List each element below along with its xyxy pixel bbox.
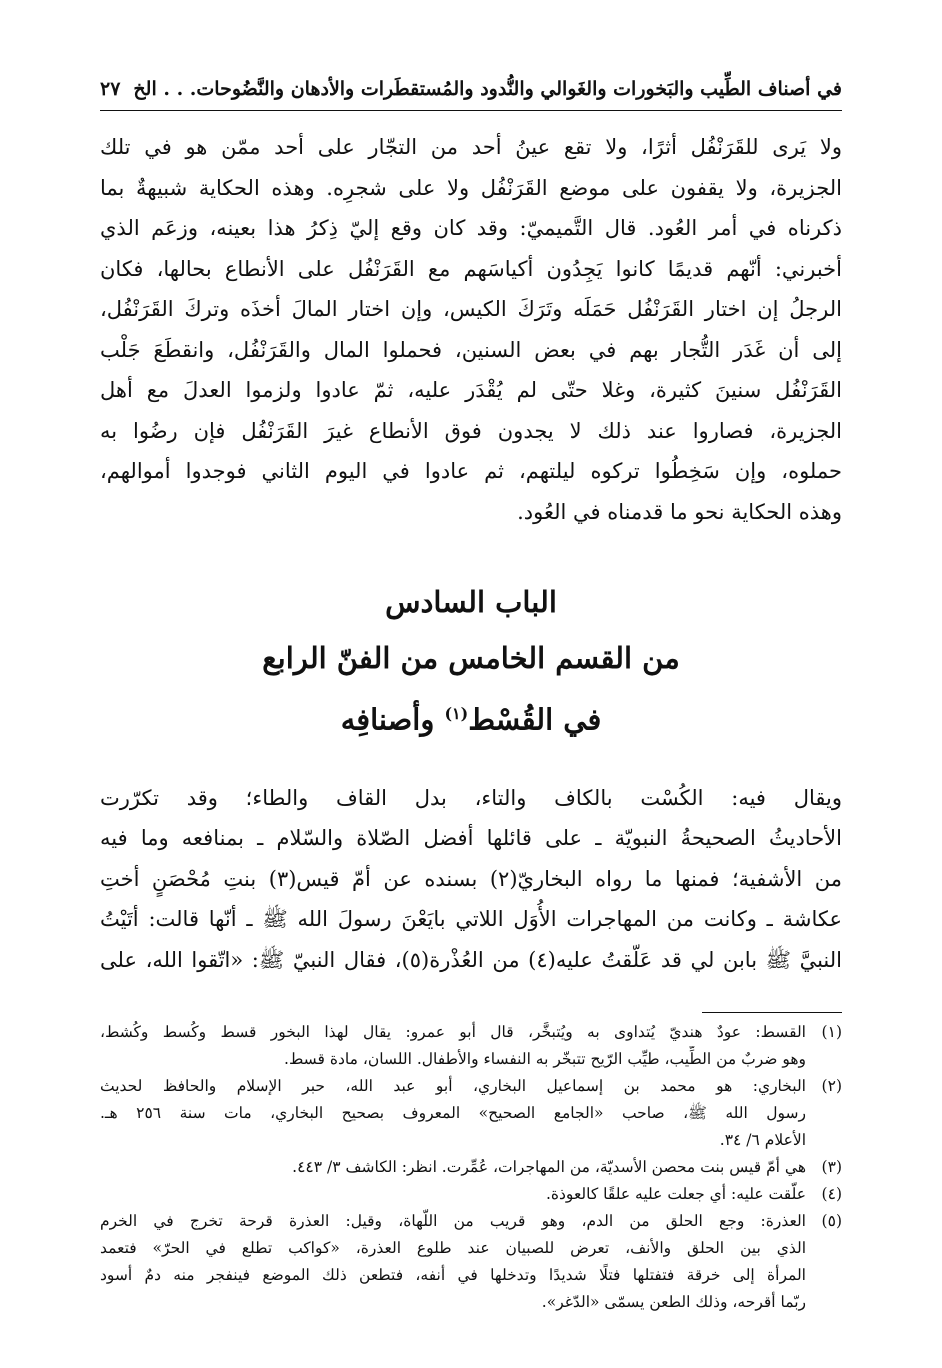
footnote-line: القسط: عودٌ هنديّ يُتداوى به ويُتبخَّر، قال أبو عمرو: يقال لهذا البخور قسط وكُسط وكُشط، (100, 1023, 806, 1042)
footnote-line: علّقت عليه: أي جعلت عليه علقًا كالعوذة. (545, 1185, 806, 1204)
chapter-subtitle: من القسم الخامس من الفنّ الرابع (262, 641, 680, 675)
text-line: حملوه، وإن سَخِطُوا تركوه ليلتهم، ثم عادوا في اليوم الثاني فوجدوا أموالهم، (100, 459, 842, 483)
footnote-number: (٥) (821, 1212, 842, 1231)
paragraph-2 (100, 778, 842, 981)
footnote-number: (٤) (821, 1185, 842, 1204)
footnote-line: رسول الله ﷺ، صاحب «الجامع الصحيح» المعروف بصحيح البخاري، مات سنة ٢٥٦ هـ. (100, 1104, 806, 1123)
paragraph-1 (100, 127, 842, 532)
footnote-line: ربّما أقرحه، وذلك الطعن يسمّى «الدّغر». (541, 1293, 806, 1312)
footnote-number: (٢) (821, 1077, 842, 1096)
text-line: النبيَّ ﷺ بابن لي قد عَلّقتُ عليه(٤) من العُذْرة(٥)، فقال النبيّ ﷺ: «اتّقوا الله، على (100, 947, 842, 972)
footnote-line: هي أمّ قيس بنت محصن الأسديّة، من المهاجرات، عُمِّرت. انظر: الكاشف ٣/ ٤٤٣. (292, 1158, 806, 1177)
text-line: الجزيرة، فصاروا عند ذلك لا يجدون فوق الأنطاع غيرَ القَرَنْفُل فإن رضُوا به (100, 418, 842, 443)
text-line: وهذه الحكاية نحو ما قدمناه في العُود. (517, 499, 842, 524)
footnote-line: المرأة إلى خرقة فتفتلها فتلًا شديدًا وتدخلها في أنفه، فتطعن ذلك الموضع فينفجر منه دمٌ أسود (100, 1266, 806, 1285)
footnote-line: الأعلام ٦/ ٣٤. (719, 1131, 806, 1150)
footnote-line: العذرة: وجع الحلق من الدم، وهو قريب من اللّهاة، وقيل: العذرة قرحة تخرج في الخرم (100, 1212, 806, 1231)
chapter-topic (100, 686, 842, 748)
text-line: ذكرناه في أمر العُود. قال التَّميميّ: وقد كان وقع إليّ ذِكرُ هذا بعينه، وزعَم الذي (100, 216, 842, 240)
footnote-line: الذي بين الحلق والأنف، تعرض للصبيان عند طلوع العذرة، «كواكب تطلع في الحرّ» فتعمد (100, 1239, 806, 1258)
header-rule (100, 110, 842, 111)
text-line: من الأشفية؛ فمنها ما رواه البخاريّ(٢) بسنده عن أمّ قيس(٣) بنتِ مُحْصَنٍ أختِ (100, 866, 842, 891)
chapter-title: الباب السادس (385, 585, 557, 619)
header-title: في أصناف الطِّيب والبَخورات والغَوالي والنُّدود والمُستقطَرات والأدهان والنَّضُوحات. . . الخ (133, 78, 842, 100)
text-line: الجزيرة، ولا يقفون على موضع القَرَنْفُل ولا على شجرِه. وهذه الحكاية شبيهةٌ بما (100, 175, 842, 200)
footnote-line: البخاري: هو محمد بن إسماعيل البخاري، أبو عبد الله، حبر الإسلام والحافظ لحديث (100, 1077, 806, 1096)
text-line: القَرَنْفُل سنينَ كثيرة، وغلا حتّى لم يُقْدَر عليه، ثمّ عادوا ولزموا العدلَ مع أهل (100, 378, 842, 402)
footnote-number: (٣) (821, 1158, 842, 1177)
footnote-separator (702, 1012, 842, 1013)
footnote-ref: (١) (444, 704, 469, 723)
text-line: إلى أن غَدَر التُّجار بهم في بعض السنين، فحملوا المال والقَرَنْفُل، وانقطَعَ جَلْب (100, 337, 842, 362)
text-line: الأحاديثُ الصحيحةُ النبويّة ـ على قائلها أفضل الصّلاة والسّلام ـ بمنافعه وما فيه (100, 826, 842, 851)
footnote-number: (١) (821, 1023, 842, 1042)
text-line: ولا يَرى للقَرَنْفُل أثرًا، ولا تقع عينُ أحد من التجّار على أحد ممّن هو في تلك (100, 135, 842, 159)
footnote-3 (100, 1154, 842, 1181)
running-header (100, 70, 842, 108)
page-number: ٢٧ (100, 78, 121, 100)
text-line: الرجلُ إن اختار القَرَنْفُل حَمَلَه وتَرَكَ الكيس، وإن اختار المالَ أخذَه وتركَ القَرَنْفُل، (100, 297, 842, 321)
footnote-5 (100, 1208, 842, 1316)
text-line: عكاشة ـ وكانت من المهاجرات الأُوَل اللاتي بايَعْنَ رسولَ الله ﷺ ـ أنّها قالت: أتَيْتُ (100, 907, 842, 932)
footnotes (100, 1019, 842, 1316)
chapter-heading (100, 574, 842, 748)
text-line: أخبرني: أنّهم قديمًا كانوا يَجِدُون أكياسَهم مع القَرَنْفُل على الأنطاع بحالها، فكان (100, 256, 842, 281)
footnote-line: وهو ضربٌ من الطِّيب، طيِّب الرّيح تتبخّر به النفساء والأطفال. اللسان، مادة قسط. (284, 1050, 806, 1069)
footnote-2 (100, 1073, 842, 1154)
text-line: ويقال فيه: الكُسْت بالكاف والتاء، بدل القاف والطاء؛ وقد تكرّرت (100, 785, 842, 810)
page (100, 70, 842, 1316)
footnote-4 (100, 1181, 842, 1208)
footnote-1 (100, 1019, 842, 1073)
chapter-topic-text-end: وأصنافِه (340, 702, 445, 737)
chapter-topic-text: في القُسْط (468, 702, 602, 737)
